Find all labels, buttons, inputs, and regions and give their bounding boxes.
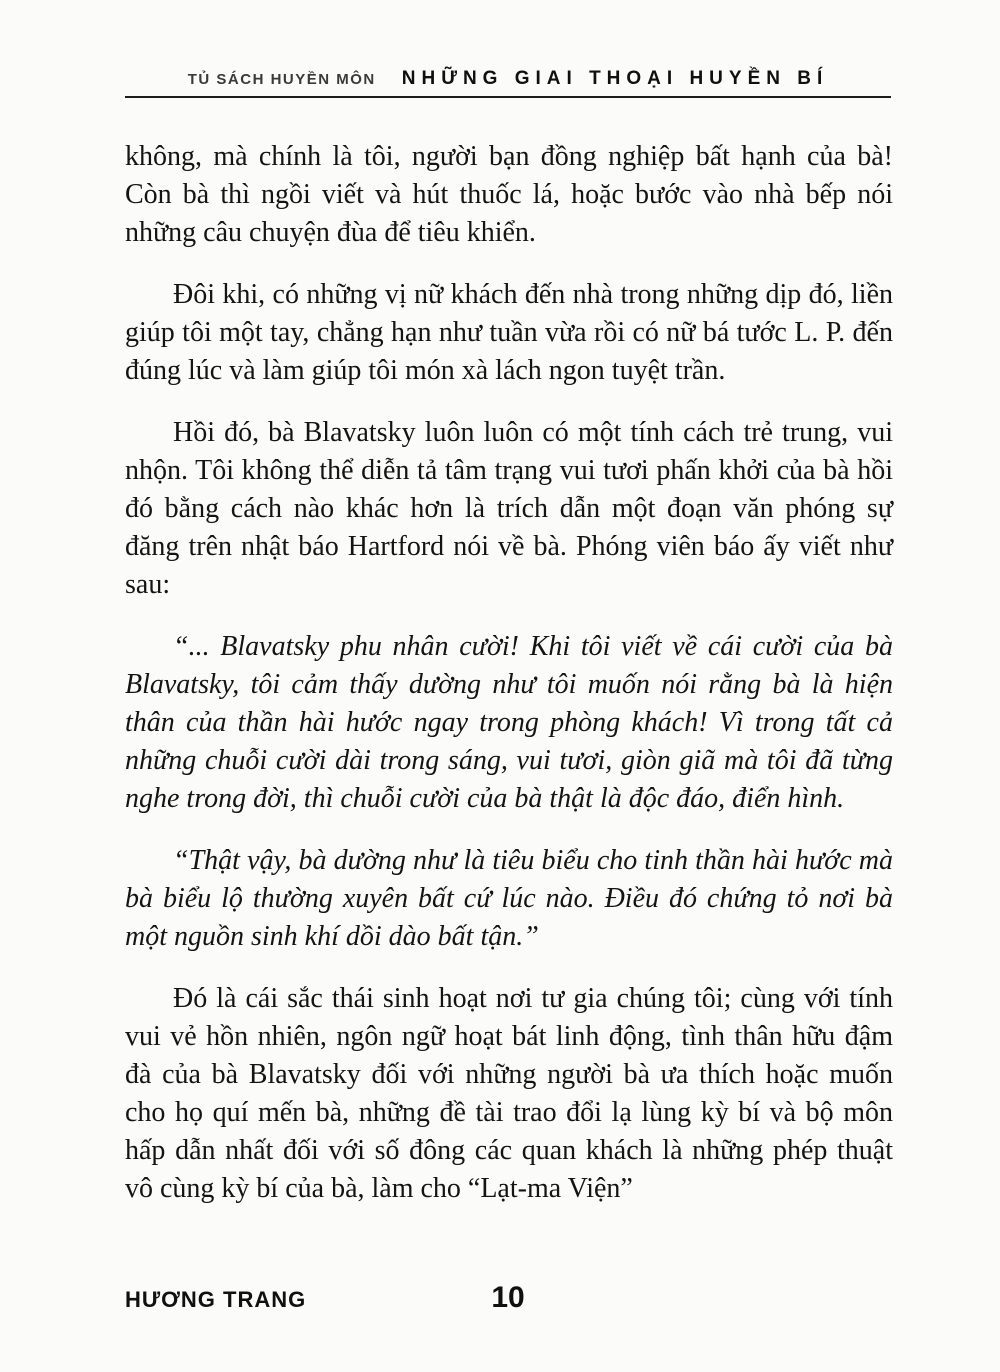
- paragraph: Đó là cái sắc thái sinh hoạt nơi tư gia chúng tôi; cùng với tính vui vẻ hồn nhiên, ngôn ngữ hoạt bát linh động, tình thân hữu đậm đà của bà Blavatsky đối với những người bà ưa thích hoặc muốn cho họ quí mến bà, những đề tài trao đổi lạ lùng kỳ bí và bộ môn hấp dẫn nhất đối với số đông các quan khách là những phép thuật vô cùng kỳ bí của bà, làm cho “Lạt-ma Viện”: [125, 983, 893, 1204]
- publisher-name: HƯƠNG TRANG: [125, 1287, 307, 1312]
- paragraph-quote: “Thật vậy, bà dường như là tiêu biểu cho tinh thần hài hước mà bà biểu lộ thường xuyên bất cứ lúc nào. Điều đó chứng tỏ nơi bà một nguồn sinh khí dồi dào bất tận.”: [125, 845, 893, 952]
- page-number: 10: [491, 1281, 525, 1314]
- paragraph: Hồi đó, bà Blavatsky luôn luôn có một tính cách trẻ trung, vui nhộn. Tôi không thể diễn tả tâm trạng vui tươi phấn khởi của bà hồi đó bằng cách nào khác hơn là trích dẫn một đoạn văn phóng sự đăng trên nhật báo Hartford nói về bà. Phóng viên báo ấy viết như sau:: [125, 417, 893, 600]
- paragraph-quote: “... Blavatsky phu nhân cười! Khi tôi viết về cái cười của bà Blavatsky, tôi cảm thấy dường như tôi muốn nói rằng bà là hiện thân của thần hài hước ngay trong phòng khách! Vì trong tất cả những chuỗi cười dài trong sáng, vui tươi, giòn giã mà tôi đã từng nghe trong đời, thì chuỗi cười của bà thật là độc đáo, điển hình.: [125, 631, 893, 814]
- series-label: TỦ SÁCH HUYỀN MÔN: [187, 71, 376, 88]
- book-title: NHỮNG GIAI THOẠI HUYỀN BÍ: [401, 68, 829, 89]
- paragraph: Đôi khi, có những vị nữ khách đến nhà trong những dịp đó, liền giúp tôi một tay, chẳng hạn như tuần vừa rồi có nữ bá tước L. P. đến đúng lúc và làm giúp tôi món xà lách ngon tuyệt trần.: [125, 279, 893, 386]
- page-footer: [125, 1281, 891, 1321]
- page-body: [125, 138, 893, 1232]
- header-rule: [125, 96, 891, 98]
- page-header: [125, 68, 891, 90]
- paragraph: không, mà chính là tôi, người bạn đồng nghiệp bất hạnh của bà! Còn bà thì ngồi viết và hút thuốc lá, hoặc bước vào nhà bếp nói những câu chuyện đùa để tiêu khiển.: [125, 141, 893, 248]
